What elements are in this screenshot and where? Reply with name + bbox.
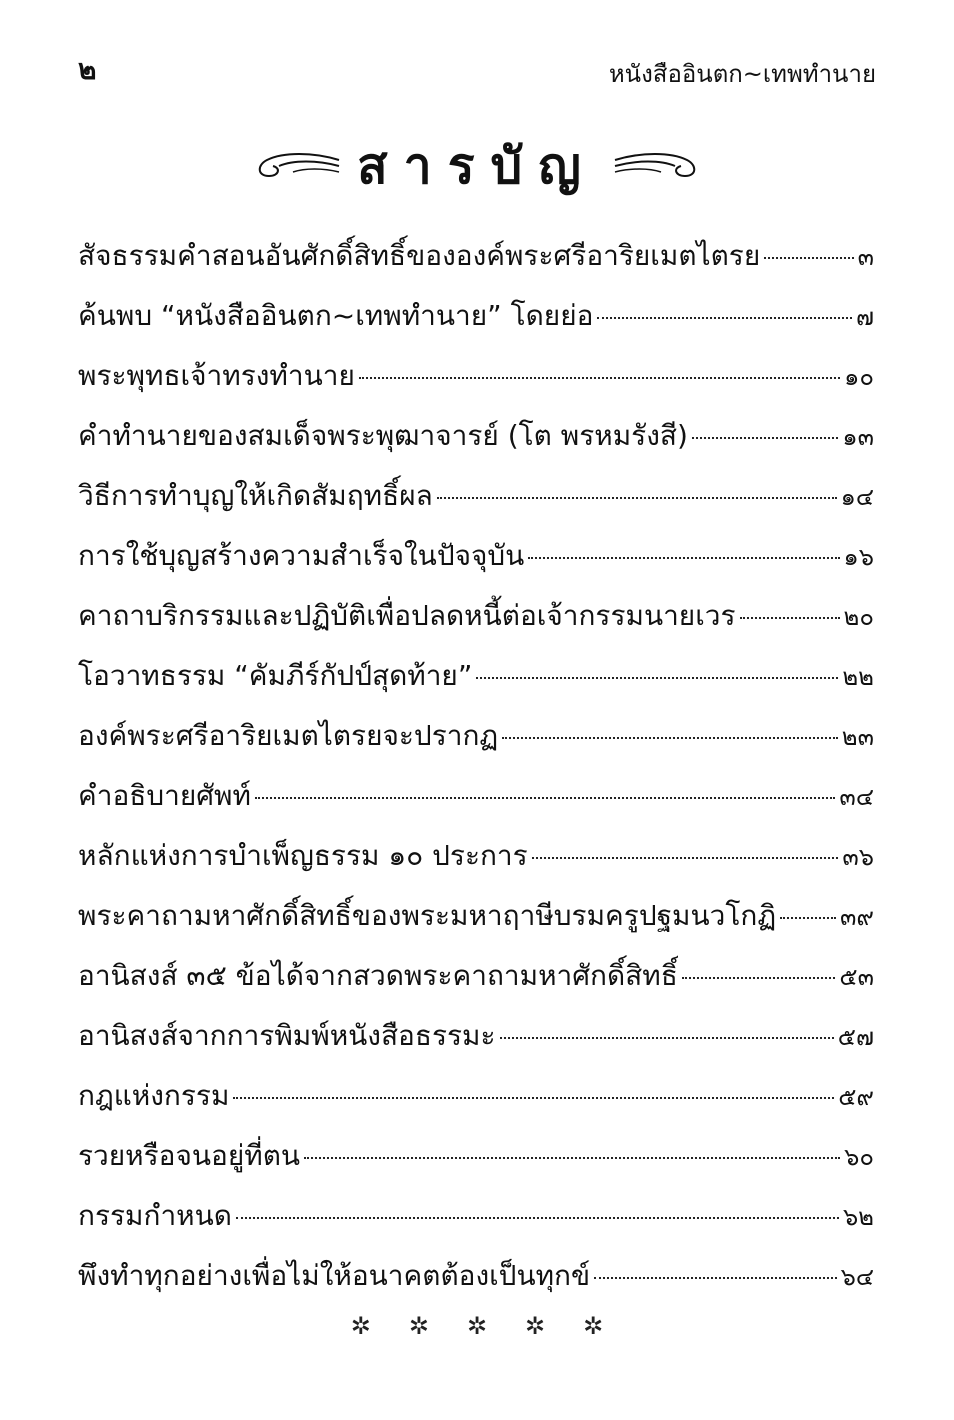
toc-entry-page: ๑๐ [844,363,874,391]
dot-leader [597,317,852,319]
dot-leader [304,1157,840,1159]
toc-entry-page: ๑๓ [842,423,874,451]
toc-entry[interactable] [78,1126,874,1186]
dot-leader [255,797,835,799]
toc-entry-title: อานิสงส์จากการพิมพ์หนังสือธรรมะ [78,1019,496,1052]
toc-entry[interactable] [78,946,874,1006]
dot-leader [594,1277,836,1279]
toc-entry[interactable] [78,526,874,586]
toc-entry-title: องค์พระศรีอาริยเมตไตรยจะปรากฏ [78,719,499,752]
toc-entry-title: พระคาถามหาศักดิ์สิทธิ์ของพระมหาฤาษีบรมครูปฐมนวโกฏิ [78,899,777,932]
toc-entry[interactable] [78,1006,874,1066]
toc-entry[interactable] [78,1066,874,1126]
title-block [0,126,954,206]
page-number: ๒ [78,53,97,86]
right-flourish-icon [611,146,701,186]
asterisk-flower-icon: ✲ [350,1312,371,1340]
dot-leader [476,677,838,679]
toc-entry[interactable] [78,826,874,886]
asterisk-flower-icon: ✲ [466,1312,488,1340]
toc-entry[interactable] [78,586,874,646]
toc-entry-title: รวยหรือจนอยู่ที่ตน [78,1139,301,1172]
toc-entry-page: ๒๒ [842,663,874,691]
toc-entry[interactable] [78,706,874,766]
toc-entry-title: สัจธรรมคำสอนอันศักดิ์สิทธิ์ขององค์พระศรีอาริยเมตไตรย [78,239,761,272]
dot-leader [502,737,838,739]
dot-leader [528,557,839,559]
toc-entry-page: ๗ [855,303,874,331]
toc-entry[interactable] [78,886,874,946]
dot-leader [233,1097,834,1099]
asterisk-flower-icon: ✲ [583,1312,604,1340]
running-header: หนังสืออินตก~เทพทำนาย [608,60,876,88]
toc-entry-title: คาถาบริกรรมและปฏิบัติเพื่อปลดหนี้ต่อเจ้ากรรมนายเวร [78,599,736,632]
dot-leader [500,1037,834,1039]
toc-entry-page: ๖๐ [844,1143,874,1171]
dot-leader [682,977,836,979]
toc-entry-page: ๓๙ [840,903,874,931]
toc-entry-page: ๓๔ [839,783,874,811]
asterisk-flower-icon: ✲ [525,1312,546,1340]
dot-leader [764,257,853,259]
dot-leader [780,917,836,919]
toc-entry[interactable] [78,346,874,406]
toc-entry-page: ๓๖ [842,843,874,871]
toc-entry-page: ๕๓ [839,963,874,991]
toc-entry-page: ๑๔ [840,483,874,511]
toc-entry-title: พึงทำทุกอย่างเพื่อไม่ให้อนาคตต้องเป็นทุกข์ [78,1259,591,1292]
page-title: สารบัญ [357,135,597,195]
dot-leader [740,617,840,619]
left-flourish-icon [253,146,343,186]
toc-entry-title: อานิสงส์ ๓๕ ข้อได้จากสวดพระคาถามหาศักดิ์สิทธิ์ [78,959,678,992]
dot-leader [359,377,840,379]
toc-entry[interactable] [78,466,874,526]
asterisk-flower-icon: ✲ [408,1312,429,1340]
toc-entry[interactable] [78,286,874,346]
toc-entry-title: คำทำนายของสมเด็จพระพุฒาจารย์ (โต พรหมรังสี) [78,419,688,452]
toc-entry-page: ๖๒ [842,1203,874,1231]
toc-entry[interactable] [78,766,874,826]
toc-entry-title: คำอธิบายศัพท์ [78,779,251,812]
toc-entry[interactable] [78,1246,874,1306]
toc-entry-page: ๒๐ [843,603,874,631]
toc-entry-title: กรรมกำหนด [78,1199,232,1232]
toc-entry-page: ๖๔ [840,1263,874,1291]
dot-leader [236,1217,839,1219]
toc-entry[interactable] [78,226,874,286]
dot-leader [437,497,837,499]
toc-entry[interactable] [78,406,874,466]
toc-entry[interactable] [78,1186,874,1246]
toc-entry-page: ๕๗ [837,1023,874,1051]
toc-entry-title: กฎแห่งกรรม [78,1079,230,1112]
dot-leader [532,857,839,859]
toc-entry-title: วิธีการทำบุญให้เกิดสัมฤทธิ์ผล [78,479,433,512]
toc-entry-title: โอวาทธรรม “คัมภีร์กัปป์สุดท้าย” [78,659,473,692]
ornament-row [0,1312,954,1340]
dot-leader [692,437,838,439]
toc-entry-page: ๑๖ [843,543,874,571]
toc-entry[interactable] [78,646,874,706]
toc-entry-page: ๕๙ [838,1083,874,1111]
table-of-contents [78,226,874,1306]
toc-entry-title: ค้นพบ “หนังสืออินตก~เทพทำนาย” โดยย่อ [78,299,594,332]
toc-entry-page: ๓ [857,243,874,271]
toc-entry-page: ๒๓ [841,723,874,751]
toc-entry-title: การใช้บุญสร้างความสำเร็จในปัจจุบัน [78,539,525,572]
toc-entry-title: พระพุทธเจ้าทรงทำนาย [78,359,355,392]
toc-entry-title: หลักแห่งการบำเพ็ญธรรม ๑๐ ประการ [78,839,528,872]
